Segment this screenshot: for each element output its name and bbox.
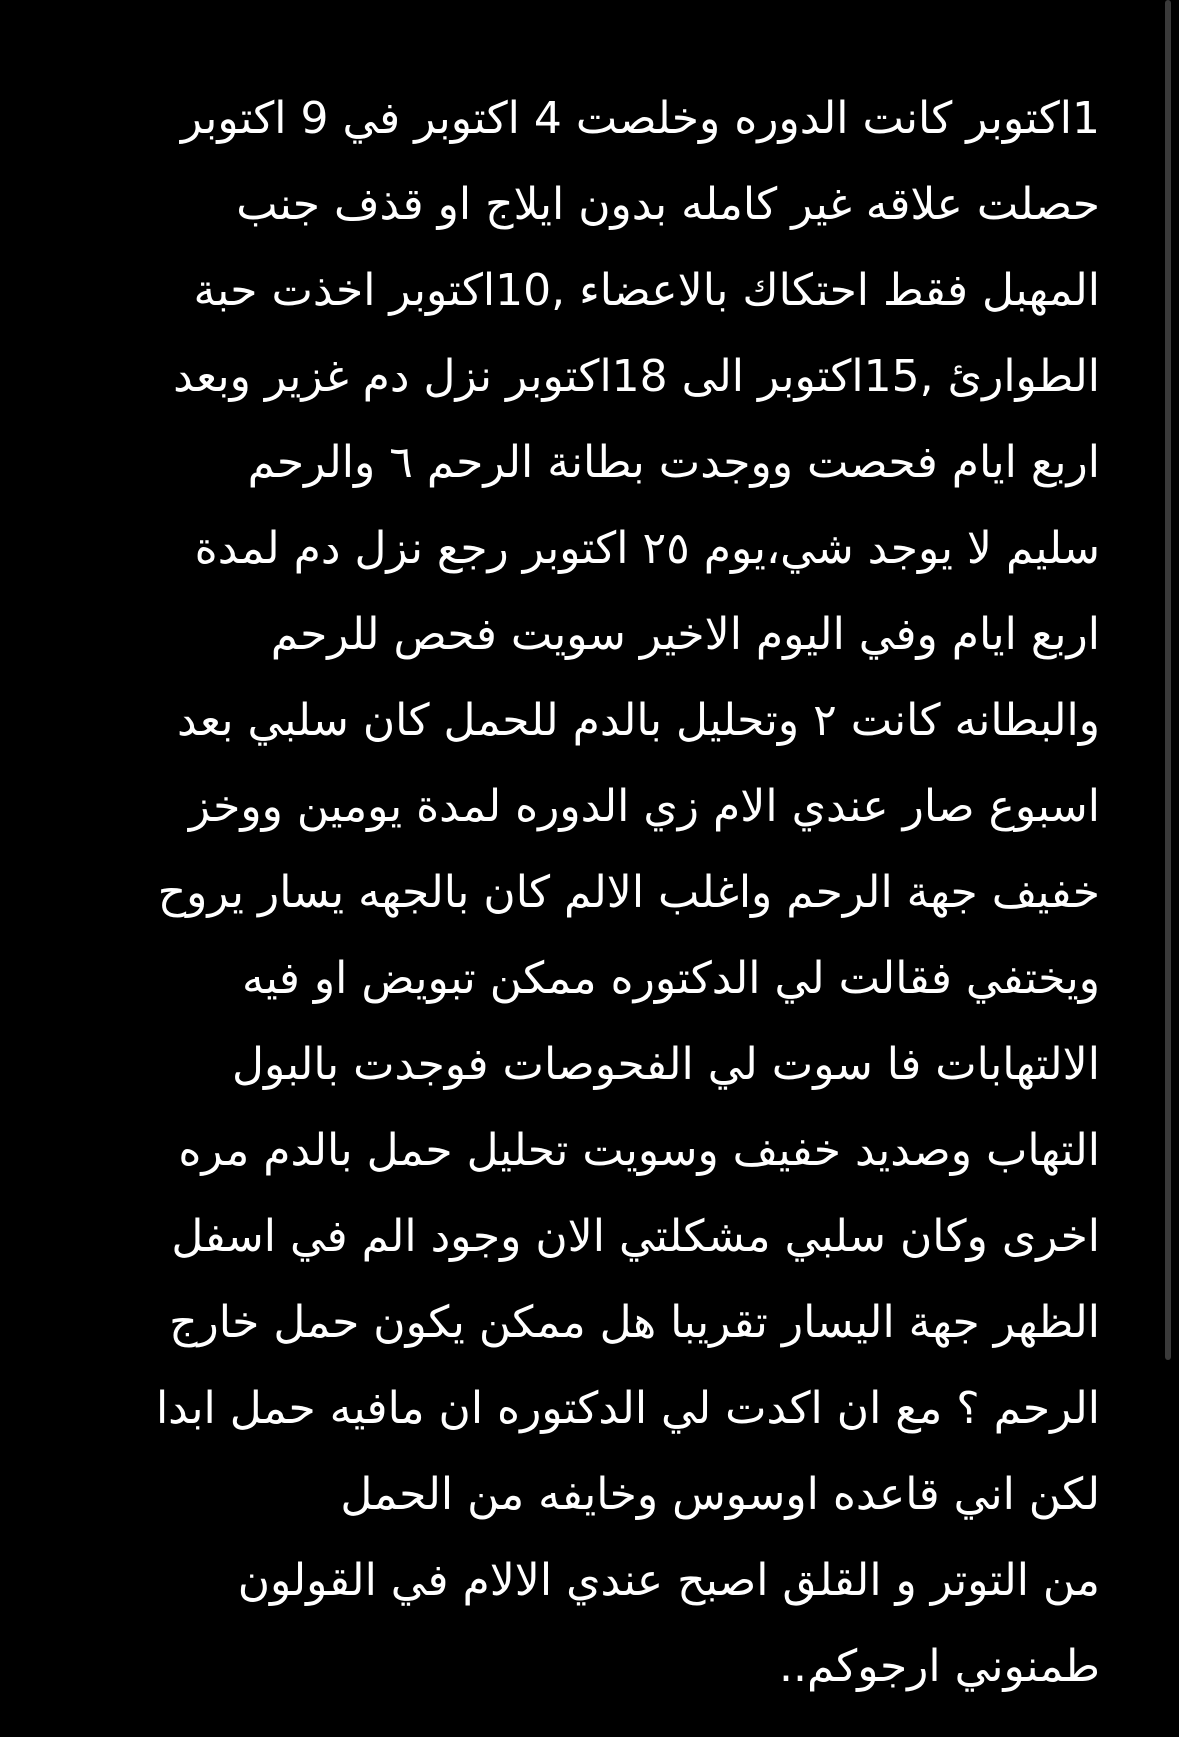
note-line: طمنوني ارجوكم.. <box>779 1641 1100 1692</box>
note-line: خفيف جهة الرحم واغلب الالم كان بالجهه يسار يروح <box>157 867 1100 918</box>
note-line: ويختفي فقالت لي الدكتوره ممكن تبويض او فيه <box>242 953 1100 1004</box>
note-line: الالتهابات فا سوت لي الفحوصات فوجدت بالبول <box>232 1039 1100 1090</box>
note-line: الرحم ؟ مع ان اكدت لي الدكتوره ان مافيه حمل ابدا <box>155 1383 1100 1434</box>
note-line: الظهر جهة اليسار تقريبا هل ممكن يكون حمل خارج <box>169 1297 1100 1348</box>
note-line: من التوتر و القلق اصبح عندي الالام في القولون <box>237 1555 1100 1606</box>
note-line: الطوارئ ,15اكتوبر الى 18اكتوبر نزل دم غزير وبعد <box>173 351 1100 402</box>
note-text-body <box>80 76 1100 1710</box>
note-line: حصلت علاقه غير كامله بدون ايلاج او قذف جنب <box>236 179 1100 230</box>
note-line: سليم لا يوجد شي،يوم ٢٥ اكتوبر رجع نزل دم لمدة <box>194 523 1100 574</box>
note-line: المهبل فقط احتكاك بالاعضاء ,10اكتوبر اخذت حبة <box>193 265 1100 316</box>
note-line: التهاب وصديد خفيف وسويت تحليل حمل بالدم مره <box>178 1125 1100 1176</box>
note-line: اخرى وكان سلبي مشكلتي الان وجود الم في اسفل <box>171 1211 1100 1262</box>
vertical-scrollbar[interactable] <box>1165 0 1171 1360</box>
note-line: والبطانه كانت ٢ وتحليل بالدم للحمل كان سلبي بعد <box>176 695 1100 746</box>
note-line: اربع ايام فحصت ووجدت بطانة الرحم ٦ والرحم <box>247 437 1100 488</box>
note-line: لكن اني قاعده اوسوس وخايفه من الحمل <box>340 1469 1100 1520</box>
note-line: 1اكتوبر كانت الدوره وخلصت 4 اكتوبر في 9 اكتوبر <box>180 93 1100 144</box>
note-line: اسبوع صار عندي الام زي الدوره لمدة يومين ووخز <box>188 781 1100 832</box>
note-line: اربع ايام وفي اليوم الاخير سويت فحص للرحم <box>270 609 1100 660</box>
